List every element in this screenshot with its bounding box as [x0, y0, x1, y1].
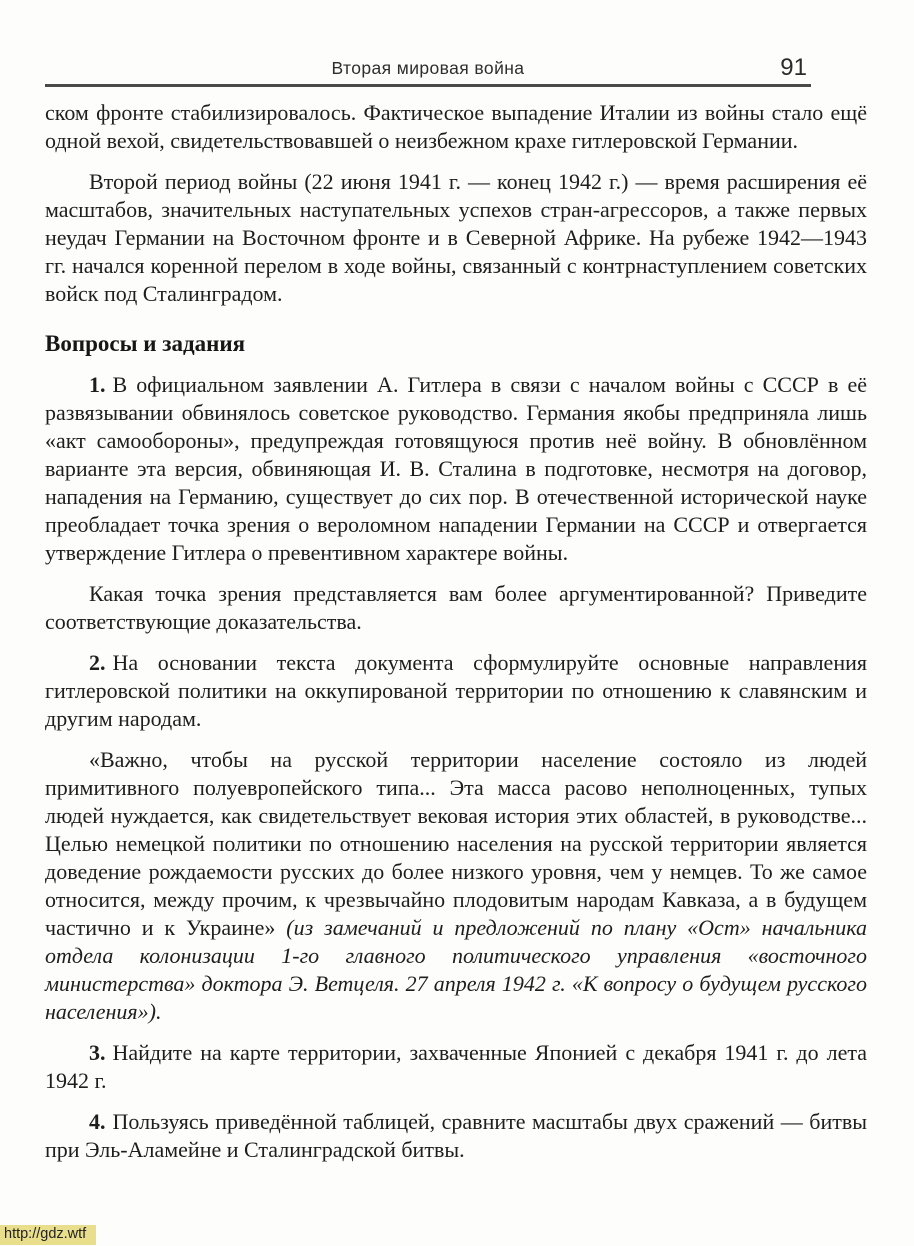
running-head-title: Вторая мировая война — [331, 58, 525, 78]
question-3-text: Найдите на карте территории, захваченные Японией с декабря 1941 г. до лета 1942 г. — [45, 1040, 867, 1093]
question-4-text: Пользуясь приведённой таблицей, сравните масштабы двух сражений — битвы при Эль-Аламейне и Сталинградской битвы. — [45, 1109, 867, 1162]
question-2 — [45, 649, 867, 733]
question-2-text: На основании текста документа сформулируйте основные направления гитлеровской политики на оккупированой территории по отношению к славянским и другим народам. — [45, 650, 867, 731]
watermark-link[interactable]: http://gdz.wtf — [0, 1225, 96, 1245]
paragraph-italy-continuation: ском фронте стабилизировалось. Фактическое выпадение Италии из войны стало ещё одной вехой, свидетельствовавшей о неизбежном крахе гитлеровской Германии. — [45, 100, 867, 153]
question-1-text: В официальном заявлении А. Гитлера в связи с началом войны с СССР в её развязывании обвинялось советское руководство. Германия якобы предприняла лишь «акт самообороны», предупреждая готовящуюся против неё войну. В обновлённом варианте эта версия, обвиняющая И. В. Сталина в подготовке, несмотря на договор, нападения на Германию, существует до сих пор. В отечественной исторической науке преобладает точка зрения о вероломном нападении Германии на СССР и отвергается утверждение Гитлера о превентивном характере войны. — [45, 372, 867, 565]
question-4-number: 4. — [89, 1109, 106, 1134]
document-quote — [45, 746, 867, 1026]
question-1-number: 1. — [89, 372, 106, 397]
question-1 — [45, 371, 867, 567]
section-heading-questions: Вопросы и задания — [45, 331, 246, 356]
document-quote-text: «Важно, чтобы на русской территории население состояло из людей примитивного полуевропейского типа... Эта масса расово неполноценных, тупых людей нуждается, как свидетельствует вековая история этих областей, в руководстве... Целью немецкой политики по отношению населения на русской территории является доведение рождаемости русских до более низкого уровня, чем у немцев. То же самое относится, между прочим, к чрезвычайно плодовитым народам Кавказа, а в будущем частично и к Украине» — [45, 747, 867, 940]
running-header — [45, 54, 811, 87]
document-quote-source: (из замечаний и предложений по плану «Ост» начальника отдела колонизации 1-го главного политического управления «восточного министерства» доктора Э. Ветцеля. 27 апреля 1942 г. «К вопросу о будущем русского населения»). — [45, 915, 867, 1024]
page-number: 91 — [780, 54, 807, 81]
question-4 — [45, 1108, 867, 1164]
page-content — [45, 99, 867, 1164]
question-2-number: 2. — [89, 650, 106, 675]
question-1-followup: Какая точка зрения представляется вам более аргументированной? Приведите соответствующие доказательства. — [45, 581, 867, 634]
question-3-number: 3. — [89, 1040, 106, 1065]
paragraph-second-period: Второй период войны (22 июня 1941 г. — конец 1942 г.) — время расширения её масштабов, значительных наступательных успехов стран-агрессоров, а также первых неудач Германии на Восточном фронте и в Северной Африке. На рубеже 1942—1943 гг. начался коренной перелом в ходе войны, связанный с контрнаступлением советских войск под Сталинградом. — [45, 169, 867, 306]
question-3 — [45, 1039, 867, 1095]
